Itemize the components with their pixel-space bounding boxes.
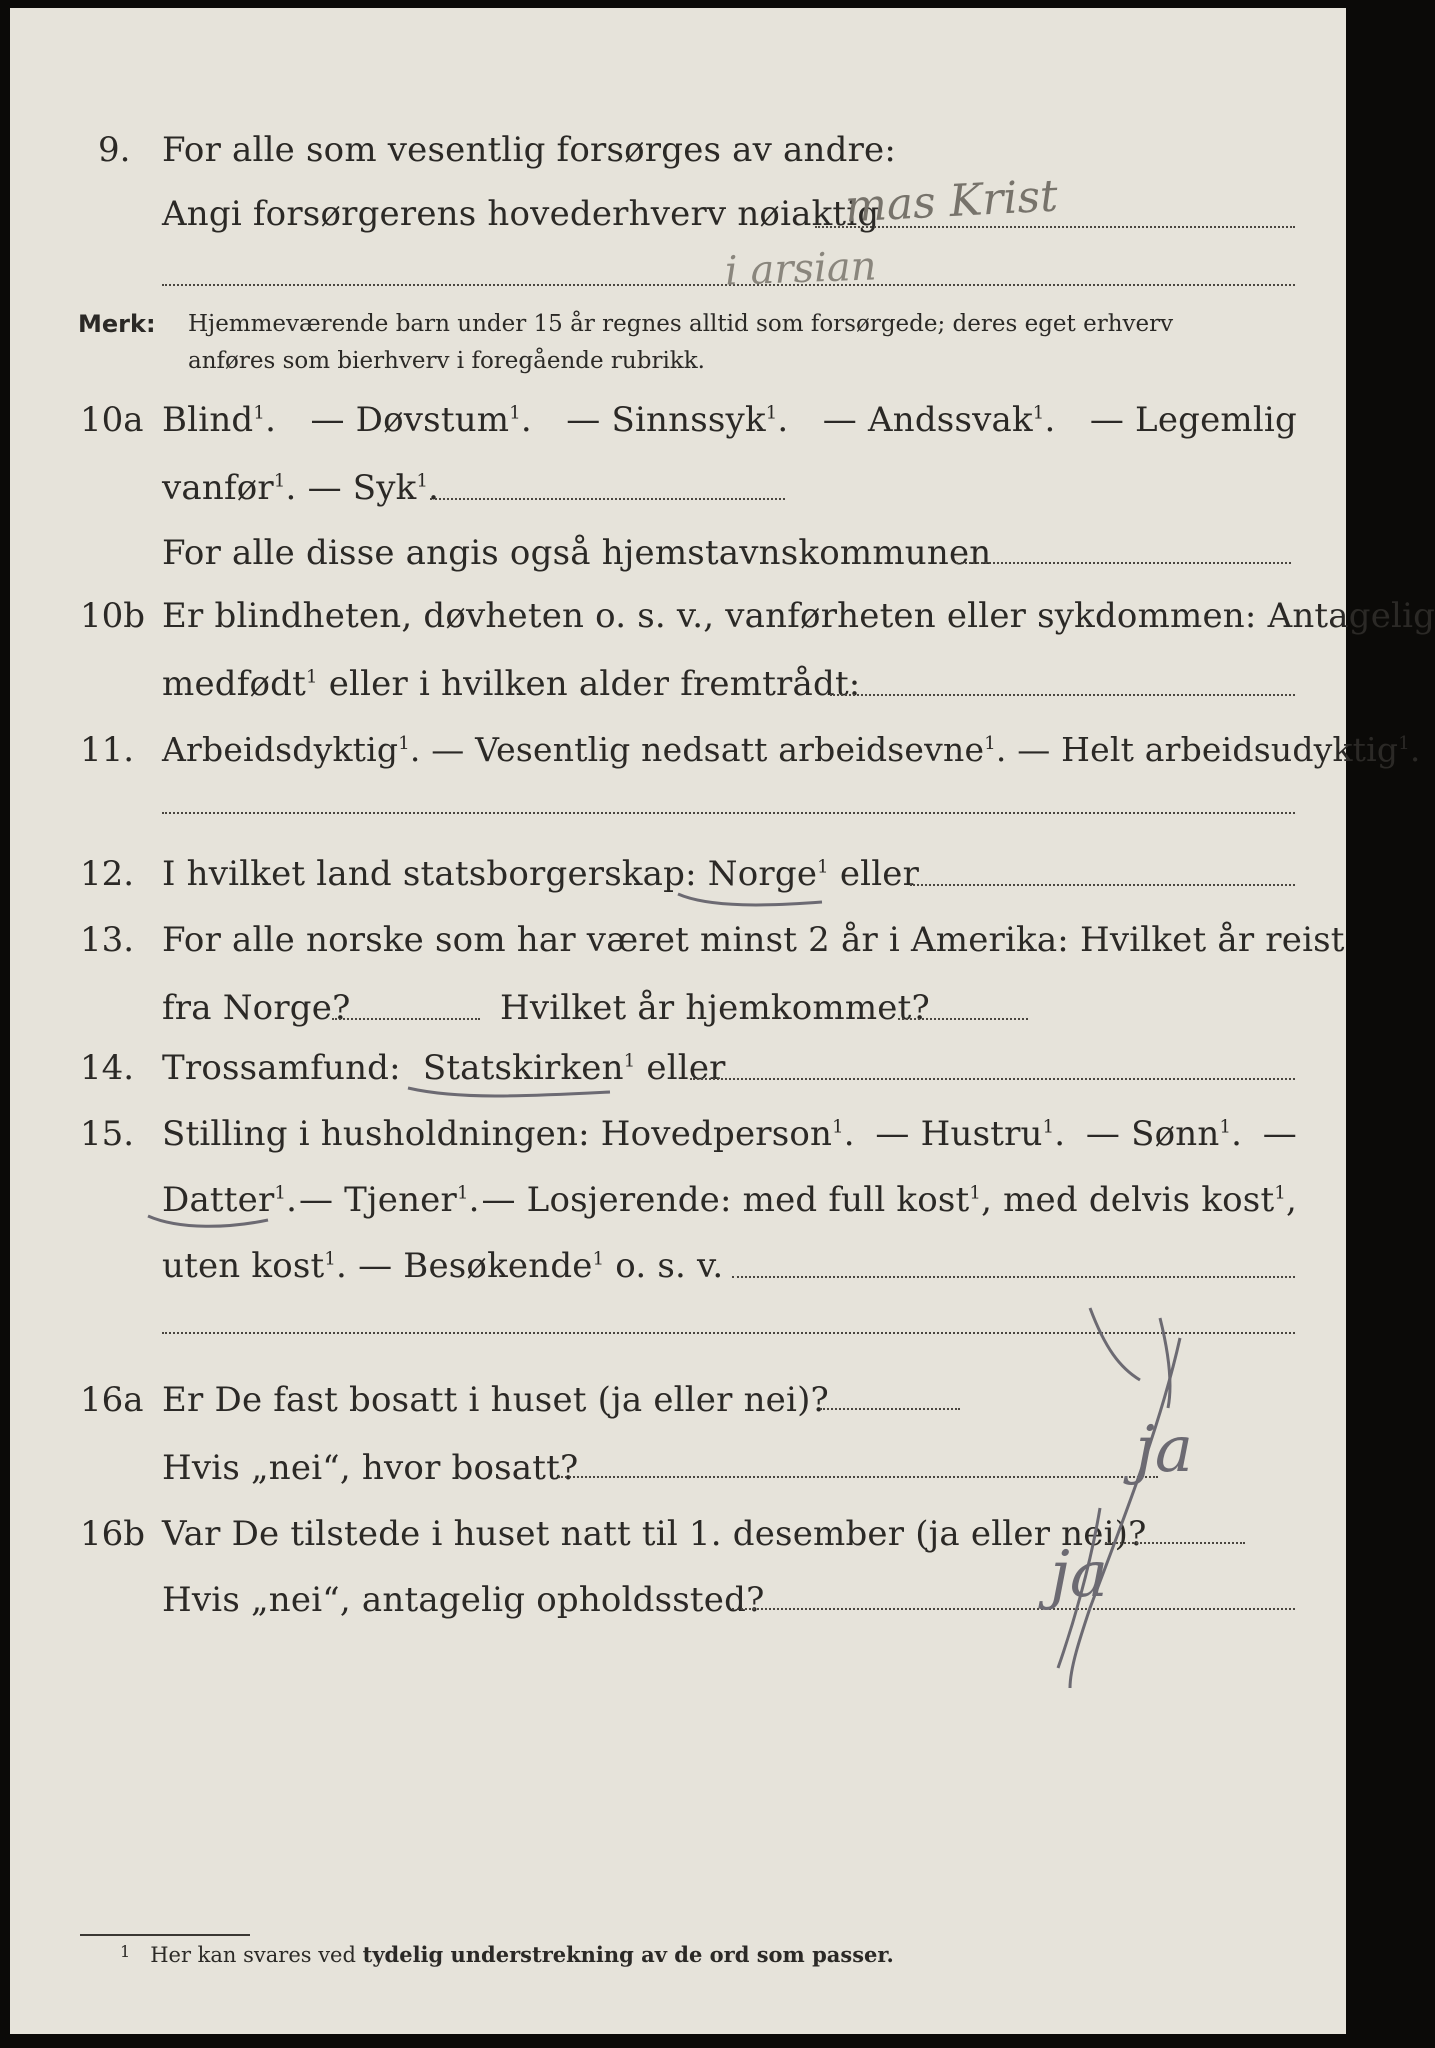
q16a-line2: Hvis „nei“, hvor bosatt? xyxy=(162,1448,579,1488)
q10b-number: 10b xyxy=(80,596,146,636)
q16b-line1: Var De tilstede i huset natt til 1. desember (ja eller nei)? xyxy=(162,1514,1147,1554)
q11-number: 11. xyxy=(80,730,135,770)
q10a-sinnssyk: — Sinnssyk$^1$. xyxy=(566,400,789,440)
q16a-handwritten-answer: ja xyxy=(1135,1413,1193,1487)
q14-line1: Trossamfund: Statskirken$^1$ eller xyxy=(162,1048,726,1088)
q10b-line2: medfødt$^1$ eller i hvilken alder fremtrådt: xyxy=(162,664,861,704)
q13-line1: For alle norske som har været minst 2 år i Amerika: Hvilket år reist xyxy=(162,920,1345,960)
footnote xyxy=(120,1942,894,1967)
q10b-line1: Er blindheten, døvheten o. s. v., vanførheten eller sykdommen: Antagelig xyxy=(162,596,1435,636)
q13-line2b: Hvilket år hjemkommet? xyxy=(500,988,930,1028)
q12-number: 12. xyxy=(80,854,135,894)
q16a-line1: Er De fast bosatt i huset (ja eller nei)? xyxy=(162,1380,829,1420)
q14-statskirken: Statskirken$^1$ xyxy=(422,1048,636,1088)
q10a-legemlig: — Legemlig xyxy=(1089,400,1297,440)
q13-number: 13. xyxy=(80,920,135,960)
q15-number: 15. xyxy=(80,1114,135,1154)
merk-line2: anføres som bierhverv i foregående rubrikk. xyxy=(188,348,705,374)
q16a-number: 16a xyxy=(80,1380,144,1420)
census-form-page xyxy=(10,8,1435,2034)
footnote-rule xyxy=(80,1934,250,1936)
q9-handwritten-answer2: i arsian xyxy=(724,243,878,295)
q12-norge: Norge$^1$ xyxy=(707,854,829,894)
q16b-number: 16b xyxy=(80,1514,146,1554)
q15-line2: Datter$^1$. — Tjener$^1$. — Losjerende: med full kost$^1$, med delvis kost$^1$, xyxy=(162,1180,1297,1220)
q11-line1: Arbeidsdyktig$^1$. — Vesentlig nedsatt arbeidsevne$^1$. — Helt arbeidsudyktig$^1$. xyxy=(162,730,1421,769)
q10a-line3: For alle disse angis også hjemstavnskommunen xyxy=(162,533,992,573)
footnote-text1: Her kan svares ved xyxy=(150,1943,356,1967)
q10a-line2: vanfør$^1$. — Syk$^1$. xyxy=(162,468,440,508)
footnote-text2: tydelig understrekning av de ord som passer. xyxy=(362,1942,894,1967)
handwritten-marks xyxy=(10,8,1346,2034)
q16b-handwritten-answer: ja xyxy=(1050,1538,1108,1612)
q10a-andssvak: — Andssvak$^1$. xyxy=(822,400,1056,440)
footnote-mark: 1 xyxy=(120,1942,131,1961)
q10a-blind: Blind$^1$. xyxy=(162,400,277,440)
q15-datter: Datter$^1$. xyxy=(162,1180,298,1220)
q13-line2a: fra Norge? xyxy=(162,988,351,1028)
q12-line1: I hvilket land statsborgerskap: Norge$^1$ eller xyxy=(162,854,920,894)
q15-line3: uten kost$^1$. — Besøkende$^1$ o. s. v. xyxy=(162,1246,724,1286)
q9-number: 9. xyxy=(98,130,131,170)
q9-line2: Angi forsørgerens hovederhverv nøiaktig xyxy=(162,194,880,234)
merk-line1: Hjemmeværende barn under 15 år regnes alltid som forsørgede; deres eget erhverv xyxy=(188,311,1174,337)
q9-line1: For alle som vesentlig forsørges av andre: xyxy=(162,130,897,170)
q15-line1: Stilling i husholdningen: Hovedperson$^1$. — Hustru$^1$. — Sønn$^1$. — xyxy=(162,1114,1297,1154)
q16b-line2: Hvis „nei“, antagelig opholdssted? xyxy=(162,1580,765,1620)
q10a-dovstum: — Døvstum$^1$. xyxy=(310,400,532,440)
merk-label: Merk: xyxy=(78,310,156,338)
q14-number: 14. xyxy=(80,1048,135,1088)
q9-handwritten-answer1: mas Krist xyxy=(843,170,1059,233)
q10a-number: 10a xyxy=(80,400,144,440)
